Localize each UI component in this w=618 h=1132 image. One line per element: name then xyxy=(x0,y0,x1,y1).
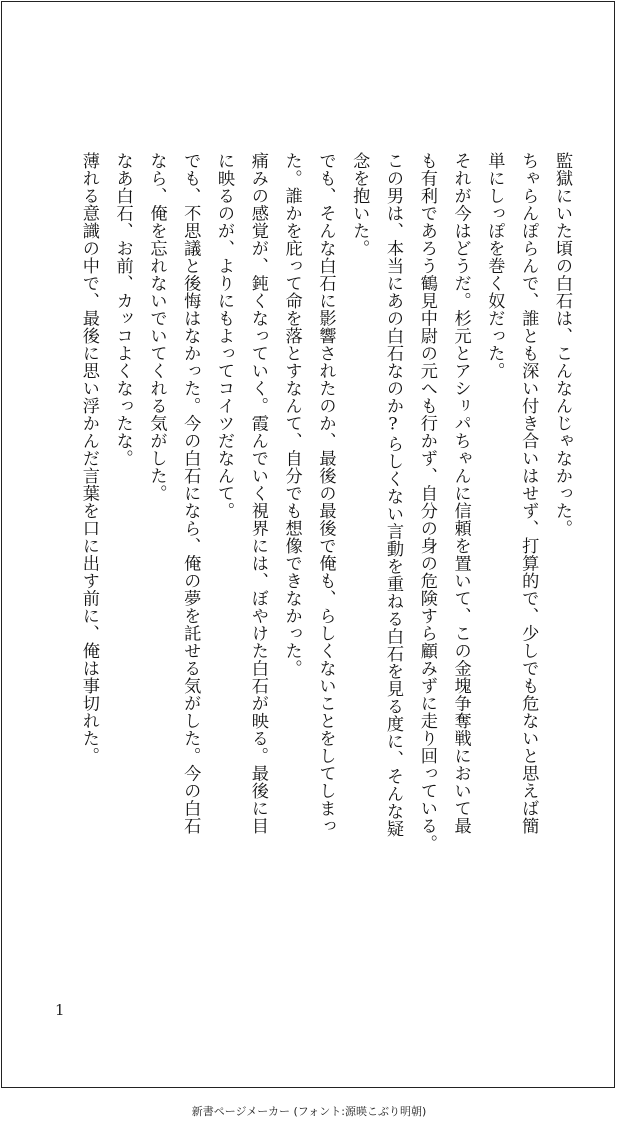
page-frame xyxy=(1,1,615,1088)
text-column: この男は、本当にあの白石なのか?らしくない言動を重ねる白石を見る度に、そんな疑 xyxy=(383,152,404,838)
text-column: ちゃらんぽらんで、誰とも深い付き合いはせず、打算的で、少しでも危ないと思えば簡 xyxy=(518,152,539,835)
text-column: なあ白石、お前、カッコよくなったな。 xyxy=(112,152,133,467)
text-column: でも、そんな白石に影響されたのか、最後の最後で俺も、らしくないことをしてしまっ xyxy=(315,152,336,835)
text-column: でも、不思議と後悔はなかった。今の白石になら、俺の夢を託せる気がした。今の白石 xyxy=(180,152,201,835)
text-column: それが今はどうだ。杉元とアシㇼパちゃんに信頼を置いて、この金塊争奪戦において最 xyxy=(450,152,471,835)
text-column: 単にしっぽを巻く奴だった。 xyxy=(484,152,505,380)
text-column: た。誰かを庇って命を落とすなんて、自分でも想像できなかった。 xyxy=(281,152,302,677)
text-column: に映るのが、よりにもよってコイツだなんて。 xyxy=(214,152,235,520)
text-column: 薄れる意識の中で、最後に思い浮かんだ言葉を口に出す前に、俺は事切れた。 xyxy=(78,152,99,765)
text-column: 監獄にいた頃の白石は、こんなんじゃなかった。 xyxy=(552,152,572,537)
footer-credit: 新書ページメーカー (フォント:源暎こぶり明朝) xyxy=(191,1105,427,1118)
text-column: 念を抱いた。 xyxy=(349,152,370,257)
vertical-text-body xyxy=(75,152,576,872)
text-column: 痛みの感覚が、鈍くなっていく。霞んでいく視界には、ぼやけた白石が映る。最後に目 xyxy=(247,152,268,835)
text-column: も有利であろう鶴見中尉の元へも行かず、自分の身の危険すら顧みずに走り回っている。 xyxy=(416,152,437,852)
text-column: なら、俺を忘れないでいてくれる気がした。 xyxy=(146,152,167,502)
page-number: 1 xyxy=(55,1001,65,1019)
